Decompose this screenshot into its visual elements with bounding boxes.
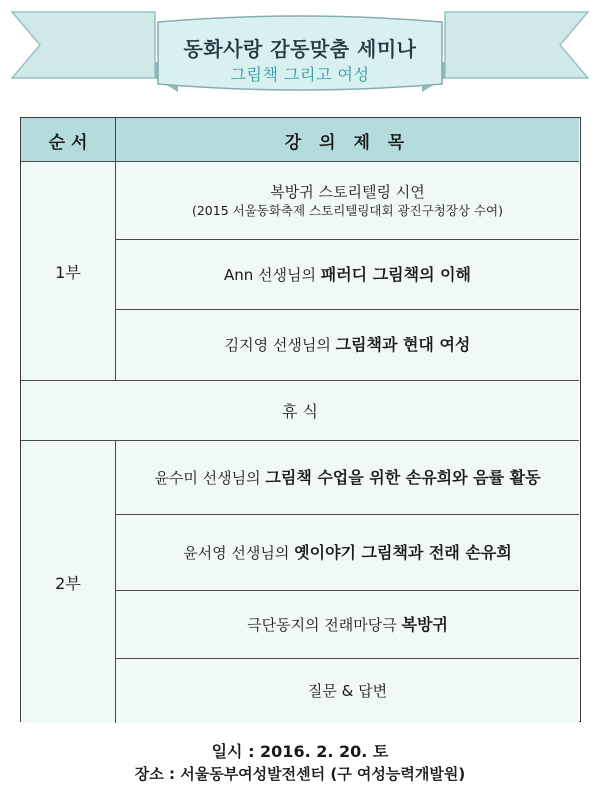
session-row xyxy=(116,659,579,723)
session-row xyxy=(116,591,579,659)
session-speaker: Ann 선생님의 xyxy=(223,265,321,284)
session-text xyxy=(154,468,540,488)
session-text xyxy=(225,335,471,355)
part1-label: 1부 xyxy=(21,162,116,380)
banner-subtitle: 그림책 그리고 여성 xyxy=(230,65,370,84)
session-row xyxy=(116,515,579,591)
banner-title: 동화사랑 감동맞춤 세미나 xyxy=(183,37,417,61)
session-title: 옛이야기 그림책과 전래 손유희 xyxy=(294,542,512,562)
title-banner xyxy=(0,0,600,100)
session-title: 질문 & 답변 xyxy=(307,682,388,700)
session-title: 복방귀 스토리텔링 시연 xyxy=(270,182,425,201)
session-row xyxy=(116,441,579,515)
session-title: 패러디 그림책의 이해 xyxy=(320,264,472,284)
table-header-row xyxy=(21,118,579,162)
header-title: 강 의 제 목 xyxy=(284,132,411,153)
session-speaker: 김지영 선생님의 xyxy=(224,336,336,354)
session-row xyxy=(116,310,579,380)
event-place: 장소 : 서울동부여성발전센터 (구 여성능력개발원) xyxy=(134,765,466,783)
part2-label: 2부 xyxy=(21,441,116,723)
session-title: 복방귀 xyxy=(401,614,448,634)
session-title: 그림책과 현대 여성 xyxy=(335,335,471,354)
break-row: 휴 식 xyxy=(21,380,579,441)
header-order: 순 서 xyxy=(21,118,116,162)
session-speaker: 윤수미 선생님의 xyxy=(154,468,266,487)
session-text xyxy=(247,615,448,635)
session-title: 그림책 수업을 위한 손유희와 음률 활동 xyxy=(265,467,541,487)
session-note: (2015 서울동화축제 스토리텔링대회 광진구청장상 수여) xyxy=(191,202,504,218)
program-table xyxy=(20,117,581,722)
session-speaker: 극단동지의 전래마당극 xyxy=(247,615,402,634)
session-text xyxy=(183,543,512,563)
session-speaker: 윤서영 선생님의 xyxy=(183,543,295,562)
session-text xyxy=(224,265,471,285)
session-row xyxy=(116,240,579,310)
event-date: 일시 : 2016. 2. 20. 토 xyxy=(211,742,389,761)
session-row xyxy=(116,162,579,240)
